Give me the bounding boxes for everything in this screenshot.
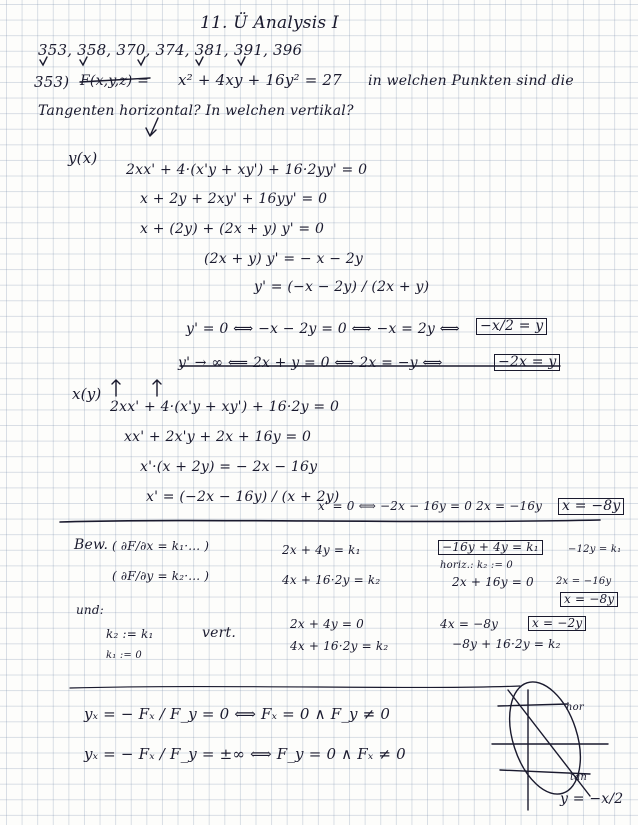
part-x-condition: x' = 0 ⟺ −2x − 16y = 0 2x = −16y [318, 499, 543, 513]
k1-equation: k₁ := 0 [106, 650, 142, 661]
bew-horiz-note: horiz.: k₂ := 0 [440, 560, 513, 571]
bew-right-box-2: x = −8y [560, 592, 618, 607]
bew-matrix-row-2: ( ∂F/∂y = k₂·... ) [112, 569, 210, 583]
part-x-result-box: x = −8y [558, 498, 624, 515]
page-title: 11. Ü Analysis I [200, 13, 339, 33]
part-x-line-3: x'·(x + 2y) = − 2x − 16y [140, 459, 318, 475]
und-label: und: [76, 603, 104, 617]
bew-right-box-3: x = −2y [528, 616, 586, 631]
bew-right-3: 4x = −8y [440, 617, 499, 631]
sketch-equation: y = −x/2 [560, 791, 624, 807]
bew-right-2: 2x + 16y = 0 [452, 575, 534, 589]
horizontal-result-box: −x/2 = y [476, 318, 547, 335]
exercise-list: 353, 358, 370, 374, 381, 391, 396 [38, 41, 303, 59]
bew-mid-3: 2x + 4y = 0 [290, 617, 365, 631]
part-y-line-1: 2xx' + 4·(x'y + xy') + 16·2yy' = 0 [126, 162, 368, 178]
bottom-line-1: yₓ = − Fₓ / F_y = 0 ⟺ Fₓ = 0 ∧ F_y ≠ 0 [84, 705, 391, 723]
part-x-line-2: xx' + 2x'y + 2x + 16y = 0 [124, 429, 312, 445]
bew-right-box-1: −16y + 4y = k₁ [438, 540, 543, 555]
part-y-line-5: y' = (−x − 2y) / (2x + y) [254, 279, 430, 295]
part-y-label: y(x) [68, 149, 98, 167]
function-label: F(x,y,z) = [80, 73, 150, 89]
problem-number: 353) [34, 73, 70, 91]
question-line-1: in welchen Punkten sind die [368, 73, 574, 89]
bew-right-2b: 2x = −16y [556, 576, 612, 587]
bew-mid-4: 4x + 16·2y = k₂ [290, 639, 389, 653]
part-y-line-3: x + (2y) + (2x + y) y' = 0 [140, 221, 325, 237]
bottom-line-2: yₓ = − Fₓ / F_y = ±∞ ⟺ F_y = 0 ∧ Fₓ ≠ 0 [84, 745, 406, 763]
bew-mid-1: 2x + 4y = k₁ [282, 543, 361, 557]
part-x-line-4: x' = (−2x − 16y) / (x + 2y) [146, 489, 340, 505]
part-x-label: x(y) [72, 385, 102, 403]
question-line-2: Tangenten horizontal? In welchen vertikal? [38, 103, 354, 119]
part-y-line-4: (2x + y) y' = − x − 2y [204, 251, 364, 267]
bew-right-k: −12y = k₁ [568, 544, 622, 555]
sketch-label-hor: hor [566, 702, 584, 713]
problem-equation: x² + 4xy + 16y² = 27 [178, 71, 342, 89]
bew-label: Bew. [74, 537, 109, 553]
sketch-label-tan: tan [570, 772, 588, 783]
part-y-line-2: x + 2y + 2xy' + 16yy' = 0 [140, 191, 328, 207]
horizontal-condition: y' = 0 ⟺ −x − 2y = 0 ⟺ −x = 2y ⟺ [186, 321, 460, 337]
vert-label: vert. [202, 625, 236, 641]
k2-equation: k₂ := k₁ [106, 627, 154, 641]
vertical-result-box: −2x = y [494, 354, 560, 371]
bew-matrix-row-1: ( ∂F/∂x = k₁·... ) [112, 539, 210, 553]
bew-mid-2: 4x + 16·2y = k₂ [282, 573, 381, 587]
bew-right-4: −8y + 16·2y = k₂ [452, 637, 561, 651]
part-x-line-1: 2xx' + 4·(x'y + xy') + 16·2y = 0 [110, 399, 340, 415]
vertical-condition: y' → ∞ ⟸ 2x + y = 0 ⟺ 2x = −y ⟺ [178, 355, 443, 371]
